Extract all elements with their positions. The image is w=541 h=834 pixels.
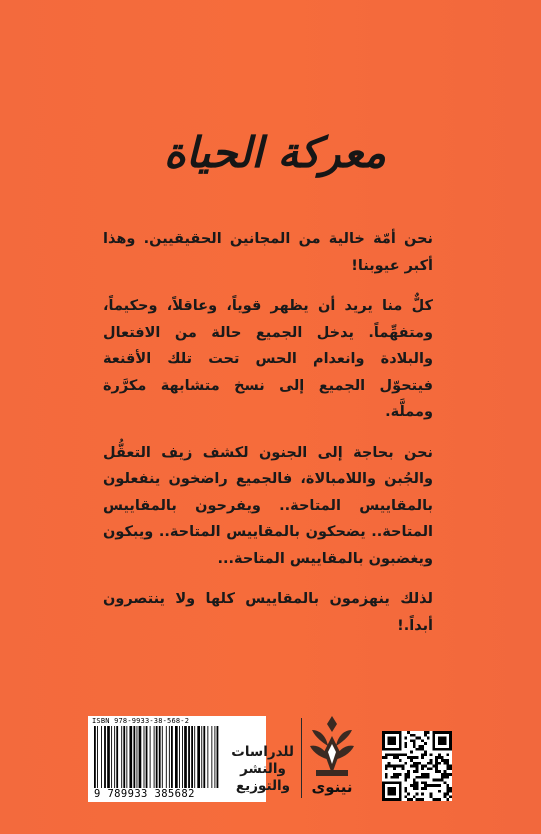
publisher-divider: [301, 718, 302, 798]
book-title: معركة الحياة: [163, 128, 386, 177]
blurb-paragraph-3: نحن بحاجة إلى الجنون لكشف زيف التعقُّل والجُبن واللامبالاة، فالجميع راضخون ينفعلون بالمقاييس المتاحة.. ويفرحون بالمقاييس المتاحة.. يضحكون بالمقاييس المتاحة.. ويبكون ويغضبون بالمقاييس المتاحة...: [103, 444, 433, 567]
publisher-line-3: والتوزيع: [235, 778, 291, 794]
publisher-tagline: [232, 744, 294, 795]
publisher-line-1: للدراسات: [231, 744, 294, 760]
isbn-label: ISBN 978-9933-38-568-2: [92, 717, 190, 725]
publisher-line-2: والنشر: [240, 761, 286, 777]
qr-code-icon: [382, 731, 452, 801]
blurb-paragraph-1: نحن أمّة خالية من المجانين الحقيقيين. وهذا أكبر عيوبنا!: [103, 231, 433, 274]
isbn-digits: 9 789933 385682: [94, 788, 195, 800]
publisher-name: نينوى: [311, 778, 353, 796]
blurb-paragraph-4: لذلك ينهزمون بالمقاييس كلها ولا ينتصرون أبداً.!: [103, 591, 433, 634]
blurb-paragraph-2: كلٌّ منا يريد أن يظهر قوياً، وعاقلاً، وحكيماً، ومتفهِّماً. يدخل الجميع حالة من الافتعال والبلادة وانعدام الحس تحت تلك الأقنعة فيتحوّل الجميع إلى نسخ متشابهة مكرَّرة ومملَّة.: [103, 298, 433, 420]
back-cover-blurb: [103, 226, 433, 653]
